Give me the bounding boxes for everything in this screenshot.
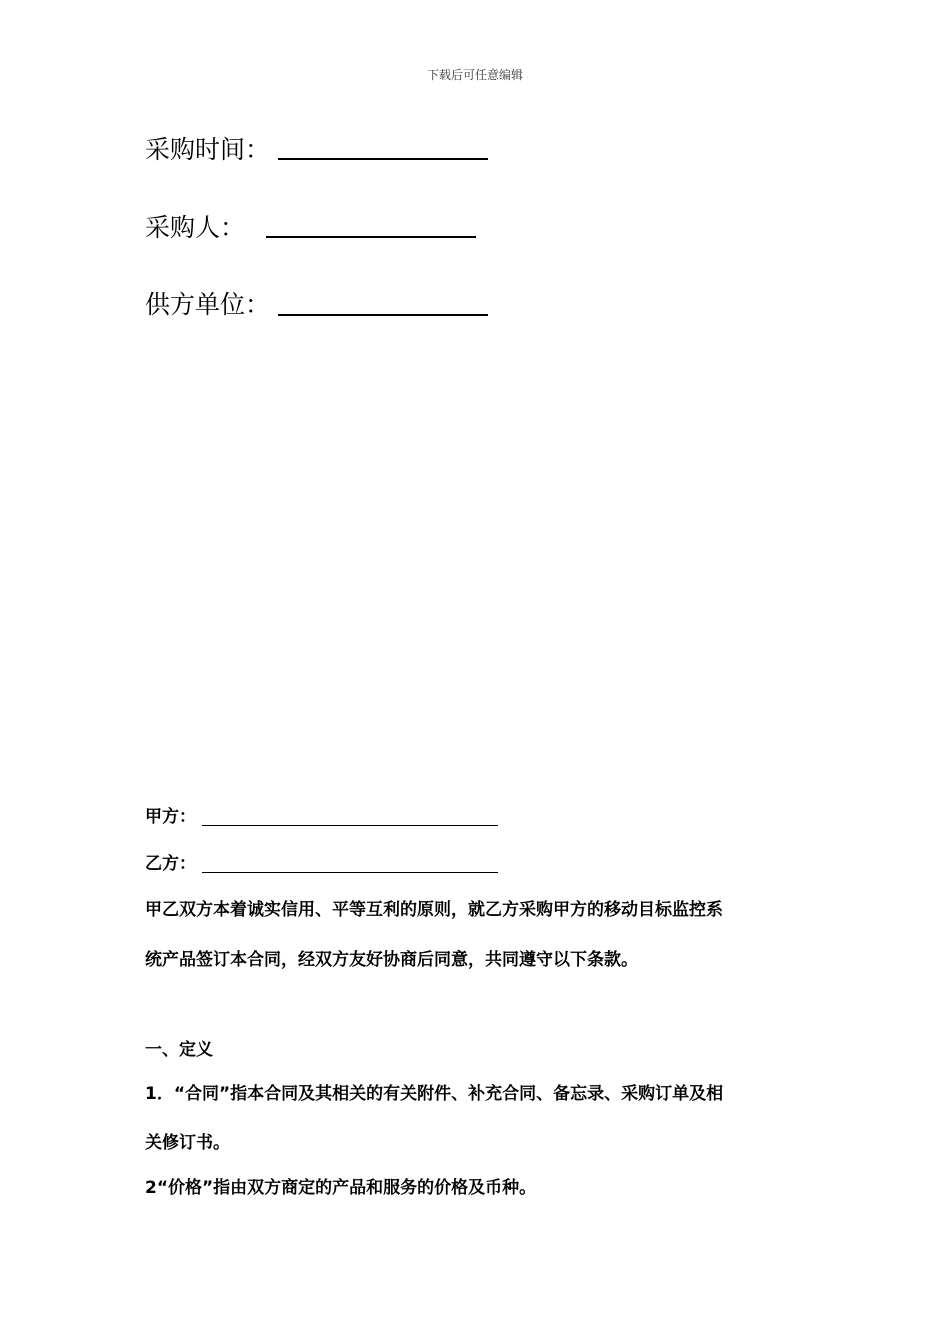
page-header-note: 下载后可任意编辑 — [426, 68, 523, 82]
supplier-label: 供方单位： — [145, 290, 271, 319]
definition-item-1-line-1: 1．“合同”指本合同及其相关的有关附件、补充合同、备忘录、采购订单及相 — [145, 1084, 724, 1104]
intro-line-1: 甲乙双方本着诚实信用、平等互利的原则，就乙方采购甲方的移动目标监控系 — [145, 900, 723, 920]
party-a-label: 甲方： — [145, 807, 196, 827]
purchaser-blank[interactable] — [266, 236, 476, 238]
purchase-time-label: 采购时间： — [145, 135, 271, 164]
purchase-time-blank[interactable] — [278, 158, 488, 160]
definition-item-1-line-2: 关修订书。 — [145, 1133, 230, 1153]
definition-item-2-line-1: 2“价格”指由双方商定的产品和服务的价格及币种。 — [145, 1178, 537, 1198]
intro-line-2: 统产品签订本合同，经双方友好协商后同意，共同遵守以下条款。 — [145, 950, 638, 970]
party-a-blank[interactable] — [202, 825, 498, 826]
party-b-label: 乙方： — [145, 854, 196, 874]
purchaser-label: 采购人： — [145, 213, 246, 242]
section-heading-definitions: 一、定义 — [145, 1040, 213, 1060]
supplier-blank[interactable] — [278, 314, 488, 316]
party-b-blank[interactable] — [202, 872, 498, 873]
